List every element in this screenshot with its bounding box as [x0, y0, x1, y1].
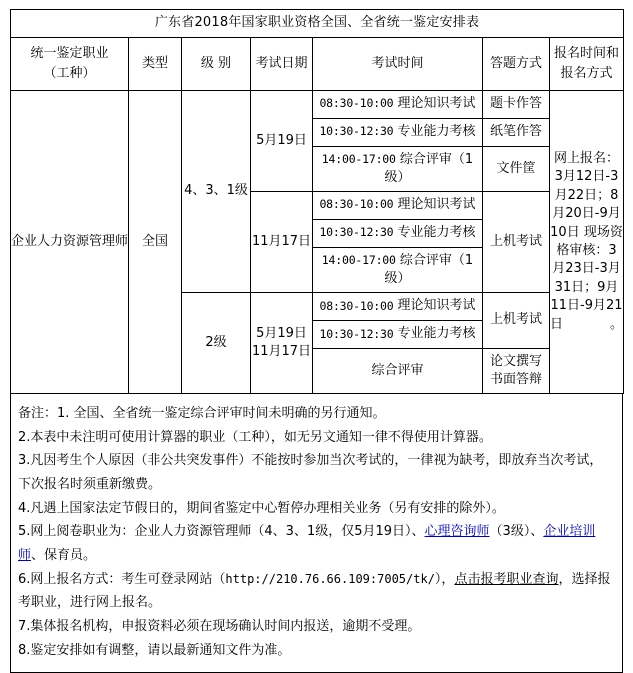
note-item-4: 4.凡遇上国家法定节假日的，期间省鉴定中心暂停办理相关业务（另有安排的除外）。: [18, 500, 505, 516]
level-group-1: 4、3、1级: [182, 91, 251, 293]
session-review-may: [313, 147, 483, 192]
answer-method-thesis: [483, 349, 550, 394]
notes-section: [10, 393, 623, 673]
session-time: 08:30-10:00: [319, 299, 394, 314]
answer-method-inbasket: 文件筐: [483, 147, 550, 192]
session-theory-nov: [313, 192, 483, 220]
answer-method-card: 题卡作答: [483, 91, 550, 119]
registration-info: 网上报名：3月12日-3月22日；8月20日-9月10日 现场资格审核：3月23日-3月31日；9月11日-9月21日。: [550, 91, 624, 394]
table-title-row: [11, 10, 624, 38]
note-item-1: [18, 402, 615, 426]
column-header-registration-line1: 报名时间和: [554, 45, 620, 61]
exam-date-level2-line2: 11月17日: [251, 344, 312, 359]
session-name: 理论知识考试: [397, 298, 476, 314]
column-header-level: 级 别: [182, 38, 251, 91]
occupation-name: 企业人力资源管理师: [11, 91, 129, 394]
session-review-level2: 综合评审: [313, 349, 483, 394]
note-6-mid: ），: [434, 571, 455, 587]
exam-schedule-table: [10, 9, 624, 394]
note-5-mid: （3级）、: [489, 524, 544, 540]
session-time: 08:30-10:00: [319, 96, 394, 111]
link-psychological-counselor[interactable]: 心理咨询师: [424, 524, 490, 540]
note-1-text: 1. 全国、全省统一鉴定综合评审时间未明确的另行通知。: [57, 406, 386, 421]
session-skill-level2: [313, 321, 482, 348]
answer-method-thesis-line1: 论文撰写: [489, 353, 542, 369]
session-name: 专业能力考核: [397, 326, 476, 342]
session-name: 专业能力考核: [397, 225, 476, 241]
exam-date-level2: [251, 293, 313, 394]
note-6-emphasis: 点击报考职业查询: [454, 571, 559, 587]
column-header-exam-time: 考试时间: [313, 38, 483, 91]
session-time: 14:00-17:00: [321, 151, 396, 166]
note-6-prefix: 6.网上报名方式：考生可登录网站（: [18, 571, 226, 587]
column-header-exam-date: 考试日期: [251, 38, 313, 91]
level-group-2: 2级: [182, 293, 251, 394]
session-theory-level2: [313, 293, 482, 321]
session-skill-may: [313, 119, 483, 147]
session-time: 08:30-10:00: [319, 197, 394, 212]
session-name: 理论知识考试: [397, 197, 476, 213]
column-header-registration-line2: 报名方式: [560, 66, 613, 81]
occupation-type: 全国: [129, 91, 182, 394]
note-item-7: 7.集体报名机构，申报资料必须在现场确认时间内报送，逾期不受理。: [18, 618, 421, 634]
note-item-2: 2.本表中未注明可使用计算器的职业（工种），如无另文通知一律不得使用计算器。: [18, 429, 492, 445]
column-header-type: 类型: [129, 38, 182, 91]
answer-method-computer-level2: 上机考试: [483, 293, 550, 349]
note-5-prefix: 5.网上阅卷职业为：企业人力资源管理师（4、3、1级，仅5月19日）、: [18, 524, 425, 540]
page-title: 广东省2018年国家职业资格全国、全省统一鉴定安排表: [11, 10, 624, 38]
session-theory-may: [313, 91, 483, 119]
exam-date-may: 5月19日: [251, 91, 313, 192]
answer-method-thesis-line2: 书面答辩: [489, 372, 542, 387]
session-group-level2: [313, 293, 483, 349]
link-enterprise-trainer[interactable]: 企业培训师: [18, 524, 596, 563]
session-name: 专业能力考核: [397, 124, 476, 140]
column-header-occupation-line2: （工种）: [43, 66, 96, 81]
session-name: 综合评审（1级）: [384, 252, 474, 286]
registration-website-url[interactable]: http://210.76.66.109:7005/tk/: [225, 571, 435, 586]
session-skill-nov: [313, 220, 483, 248]
note-item-8: 8.鉴定安排如有调整，请以最新通知文件为准。: [18, 642, 291, 658]
session-time: 10:30-12:30: [319, 327, 394, 342]
note-5-suffix: 、保育员。: [31, 547, 97, 563]
session-name: 理论知识考试: [397, 96, 476, 112]
session-time: 14:00-17:00: [321, 252, 396, 267]
answer-method-paper: 纸笔作答: [483, 119, 550, 147]
note-item-5: [18, 520, 615, 567]
column-header-occupation-line1: 统一鉴定职业: [30, 45, 109, 61]
answer-method-computer-group1: 上机考试: [483, 192, 550, 293]
session-time: 10:30-12:30: [319, 124, 394, 139]
session-time: 10:30-12:30: [319, 225, 394, 240]
session-name: 综合评审（1级）: [384, 151, 474, 185]
column-header-occupation: [11, 38, 129, 91]
session-review-nov: [313, 248, 483, 293]
note-item-3: 3.凡因考生个人原因（非公共突发事件）不能按时参加当次考试的，一律视为缺考，即放弃当次考试，下次报名时须重新缴费。: [18, 453, 603, 492]
column-header-answer-method: 答题方式: [483, 38, 550, 91]
note-item-6: [18, 568, 615, 615]
column-header-registration: [550, 38, 624, 91]
table-row: [11, 91, 624, 119]
note-6-suffix: ，选择报考职业，进行网上报名。: [18, 571, 611, 611]
notes-label: 备注：: [18, 406, 58, 421]
exam-date-level2-line1: 5月19日: [256, 325, 307, 341]
exam-date-nov: 11月17日: [251, 192, 313, 293]
table-header-row: [11, 38, 624, 91]
